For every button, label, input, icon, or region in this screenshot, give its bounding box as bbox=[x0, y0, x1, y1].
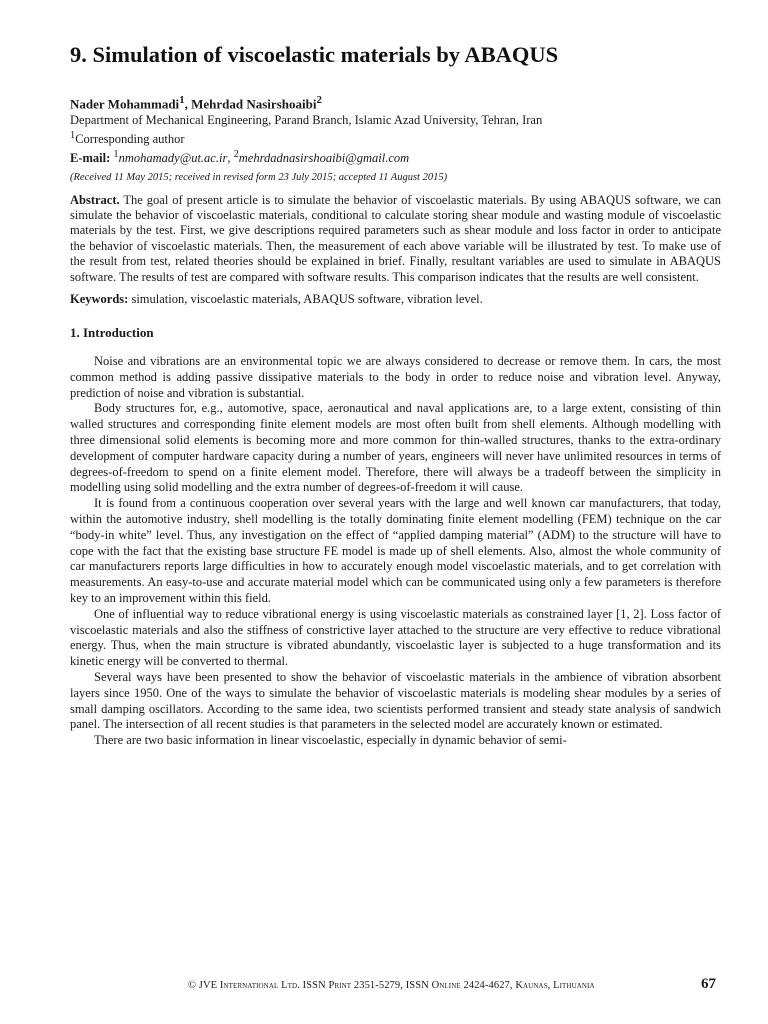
author-name: Nader Mohammadi bbox=[70, 96, 180, 112]
paragraph: Body structures for, e.g., automotive, space, aeronautical and naval applications are, to a large extent, consisting of thin walled structures and corresponding finite element models are most often built from shell elements. Although modelling with three dimensional solid elements is becoming more and more common for thin-walled structures, thanks to the extra-ordinary development of computer hardware capacity during a number of years, engineers will never have unlimited resources in terms of degrees-of-freedom to spend on a finite element model. Therefore, there will always be a tradeoff between the simplicity in modelling using solid modelling and the extra number of degrees-of-freedom it will cause. bbox=[70, 401, 721, 495]
author-line bbox=[70, 92, 721, 112]
author-name: Mehrdad Nasirshoaibi bbox=[191, 96, 317, 112]
paragraph: One of influential way to reduce vibrational energy is using viscoelastic materials as constrained layer [1, 2]. Loss factor of viscoelastic materials and also the stiffness of constrictive layer attached to the structure are very effective to reduce vibrational energy. Thus, when the main structure is vibrated abundantly, viscoelastic layer is subjected to a huge transformation and its kinetic energy will be converted to thermal. bbox=[70, 606, 721, 669]
author-affiliation-mark: 1 bbox=[179, 94, 185, 106]
paragraph: Noise and vibrations are an environmental topic we are always considered to decrease or remove them. In cars, the most common method is adding passive dissipative materials to the body in order to reduce noise and vibration level. Anyway, prediction of noise and vibration is substantial. bbox=[70, 354, 721, 400]
affiliation: Department of Mechanical Engineering, Parand Branch, Islamic Azad University, Tehran, Iran bbox=[70, 113, 543, 128]
email-label: E-mail: bbox=[70, 151, 111, 166]
keywords-label: Keywords: bbox=[70, 292, 129, 307]
corresponding-mark: 1 bbox=[70, 130, 76, 142]
page-content bbox=[70, 40, 721, 749]
abstract bbox=[70, 193, 721, 285]
abstract-label: Abstract. bbox=[70, 192, 120, 207]
email-mark: 1 bbox=[113, 149, 119, 161]
page-footer bbox=[0, 976, 768, 996]
body-text bbox=[70, 354, 721, 749]
article-title: 9. Simulation of viscoelastic materials by ABAQUS bbox=[70, 42, 559, 67]
email-line bbox=[70, 147, 721, 166]
corresponding-text: Corresponding author bbox=[75, 132, 185, 147]
email-separator: , bbox=[227, 151, 234, 166]
abstract-text: The goal of present article is to simulate the behavior of viscoelastic materials. By using ABAQUS software, we can simulate the behavior of viscoelastic materials, conditional to calculate storing shear module and wasting module of viscoelastic materials by the test. First, we give descriptions required parameters such as shear module and loss factor in order to anticipate the behavior of viscoelastic materials. Then, the measurement of each above variable will be illustrated by test. To make use of the result from test, related theories should be explained in brief. Finally, resultant variables are used to simulate in ABAQUS software. The results of test are compared with software results. This comparison indicates that the results are well consistent. bbox=[70, 192, 721, 284]
corresponding-author-note bbox=[70, 128, 721, 147]
paragraph: It is found from a continuous cooperation over several years with the large and well known car manufacturers, that today, within the automotive industry, shell modelling is the totally dominating finite element modelling (FEM) technique on the car “body-in white” level. Thus, any investigation on the effect of “applied damping material” (ADM) to the structure will have to cope with the fact that the existing base structure FE model is made up of shell elements. Also, almost the whole community of car manufacturers reports large difficulties in how to accurately enough model viscoelastic materials, and to get correlation with measurements. An easy-to-use and accurate material model which can be communicated using only a few parameters is therefore key to an improvement within this field. bbox=[70, 496, 721, 606]
email-address[interactable]: mehrdadnasirshoaibi@gmail.com bbox=[238, 151, 410, 166]
footer-publisher-line: © JVE International Ltd. ISSN Print 2351-5279, ISSN Online 2424-4627, Kaunas, Lithuania bbox=[188, 980, 595, 991]
received-dates: (Received 11 May 2015; received in revised form 23 July 2015; accepted 11 August 2015) bbox=[70, 171, 448, 183]
author-affiliation-mark: 2 bbox=[316, 94, 322, 106]
email-address[interactable]: nmohamady@ut.ac.ir bbox=[118, 151, 228, 166]
email-mark: 2 bbox=[233, 149, 239, 161]
keywords bbox=[70, 291, 721, 307]
section-heading: 1. Introduction bbox=[70, 325, 154, 341]
keywords-text: simulation, viscoelastic materials, ABAQUS software, vibration level. bbox=[128, 292, 483, 307]
paragraph: There are two basic information in linear viscoelastic, especially in dynamic behavior of semi- bbox=[94, 733, 567, 748]
page-number: 67 bbox=[701, 976, 716, 992]
author-separator: , bbox=[184, 96, 192, 112]
paragraph: Several ways have been presented to show the behavior of viscoelastic materials in the ambience of vibration absorbent layers since 1950. One of the ways to simulate the behavior of viscoelastic materials is modeling shear modules by a series of small damping oscillators. According to the same idea, two scientists performed transient and steady state analysis of sandwich panel. The intersection of all recent studies is that parameters in the selected model are accurately known or estimated. bbox=[70, 670, 721, 732]
